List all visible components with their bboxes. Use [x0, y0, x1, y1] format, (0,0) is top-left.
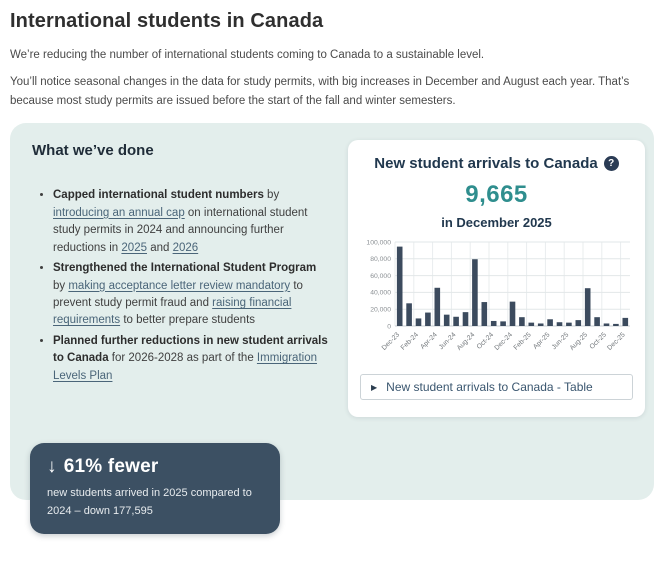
- svg-text:Dec-23: Dec-23: [380, 331, 402, 353]
- inline-link[interactable]: raising financial requirements: [53, 296, 292, 327]
- bar-Dec-23: [397, 247, 403, 326]
- list-item: [53, 260, 331, 330]
- intro-paragraph-2: You’ll notice seasonal changes in the data for study permits, with big increases in December and August each year. That’s because most study permits are issued before the start of the fall and winter semesters.: [10, 76, 630, 107]
- svg-text:100,000: 100,000: [366, 239, 391, 247]
- bar-Apr-24: [435, 288, 441, 326]
- page-title: International students in Canada: [10, 10, 324, 32]
- bar-Mar-25: [538, 324, 544, 327]
- bullet-text: to better prepare students: [120, 314, 256, 327]
- bar-Apr-25: [547, 319, 553, 326]
- bar-Jun-25: [566, 323, 572, 326]
- bar-Dec-25: [623, 318, 629, 326]
- bar-Jun-24: [453, 317, 459, 326]
- chart-table-expander[interactable]: [360, 374, 633, 400]
- svg-text:Apr-25: Apr-25: [532, 331, 552, 352]
- done-heading: What we’ve done: [32, 142, 154, 160]
- svg-text:Feb-25: Feb-25: [512, 331, 533, 352]
- svg-text:0: 0: [387, 323, 391, 331]
- bullet-text: to prevent study permit fraud and: [53, 279, 303, 309]
- bullet-bold-text: Planned further reductions in new student arrivals to Canada: [53, 334, 328, 365]
- bar-Aug-25: [585, 288, 591, 326]
- svg-text:Aug-25: Aug-25: [568, 331, 590, 353]
- bullet-text: on international student study permits in 2024 and announcing further reductions in: [53, 206, 308, 254]
- bar-Mar-24: [425, 313, 431, 326]
- bar-Feb-25: [529, 323, 535, 326]
- down-arrow-icon: ↓: [47, 456, 57, 478]
- svg-text:60,000: 60,000: [370, 273, 391, 281]
- latest-value-period: in December 2025: [441, 215, 552, 231]
- bullet-text: and: [147, 241, 173, 254]
- bar-Aug-24: [472, 259, 478, 326]
- bullet-text: by: [263, 189, 280, 202]
- inline-link[interactable]: making acceptance letter review mandatory: [68, 279, 291, 292]
- stat-headline: 61% fewer: [63, 456, 159, 478]
- bar-Jul-24: [463, 312, 469, 326]
- svg-text:Oct-25: Oct-25: [588, 331, 608, 352]
- stat-description: new students arrived in 2025 compared to 2024 – down 177,595: [47, 487, 252, 517]
- svg-text:Oct-24: Oct-24: [475, 331, 496, 352]
- bullet-text: for 2026-2028 as part of the: [108, 352, 257, 365]
- chart-table-expander-label: New student arrivals to Canada - Table: [386, 380, 593, 395]
- bar-Oct-25: [604, 324, 610, 327]
- what-weve-done-panel: [10, 123, 654, 517]
- svg-text:Apr-24: Apr-24: [419, 331, 439, 352]
- chart-card-title: New student arrivals to Canada: [374, 155, 598, 173]
- intro-paragraph-1: We’re reducing the number of international students coming to Canada to a sustainable level.: [10, 49, 485, 61]
- bullet-text: by: [53, 279, 69, 292]
- bar-Feb-24: [416, 319, 422, 327]
- inline-link[interactable]: introducing an annual cap: [53, 206, 185, 219]
- arrivals-chart-card: [348, 140, 645, 417]
- list-item: [53, 333, 331, 385]
- expand-triangle-icon: ▶: [371, 382, 378, 392]
- bar-Jul-25: [576, 320, 582, 326]
- svg-text:Jun-24: Jun-24: [437, 331, 458, 352]
- latest-value: 9,665: [465, 181, 528, 209]
- bar-Oct-24: [491, 321, 497, 326]
- done-list: [32, 187, 331, 385]
- bullet-bold-text: Strengthened the International Student Program: [53, 262, 317, 275]
- help-icon[interactable]: ?: [604, 156, 619, 171]
- stat-callout-box: [30, 443, 280, 534]
- bar-chart-svg: [358, 235, 635, 367]
- bar-May-25: [557, 322, 563, 326]
- inline-link[interactable]: Immigration Levels Plan: [53, 352, 317, 382]
- bar-Jan-24: [406, 303, 412, 326]
- inline-link[interactable]: 2026: [172, 241, 199, 254]
- svg-text:Feb-24: Feb-24: [399, 331, 420, 352]
- bar-May-24: [444, 315, 450, 326]
- list-item: [53, 187, 331, 257]
- bar-Jan-25: [519, 317, 525, 326]
- svg-text:Aug-24: Aug-24: [455, 331, 477, 353]
- svg-text:Jun-25: Jun-25: [550, 331, 571, 352]
- bar-Dec-24: [510, 302, 516, 326]
- bar-Sep-25: [594, 317, 600, 326]
- svg-text:80,000: 80,000: [370, 256, 391, 264]
- inline-link[interactable]: 2025: [121, 241, 147, 254]
- arrivals-bar-chart: [358, 235, 635, 372]
- svg-text:Dec-24: Dec-24: [493, 331, 514, 353]
- svg-text:20,000: 20,000: [370, 306, 391, 314]
- bar-Sep-24: [482, 302, 488, 326]
- bar-Nov-24: [500, 322, 506, 327]
- svg-text:Dec-25: Dec-25: [606, 331, 627, 353]
- svg-text:40,000: 40,000: [370, 289, 391, 297]
- bullet-bold-text: Capped international student numbers: [53, 189, 264, 202]
- bar-Nov-25: [613, 324, 619, 326]
